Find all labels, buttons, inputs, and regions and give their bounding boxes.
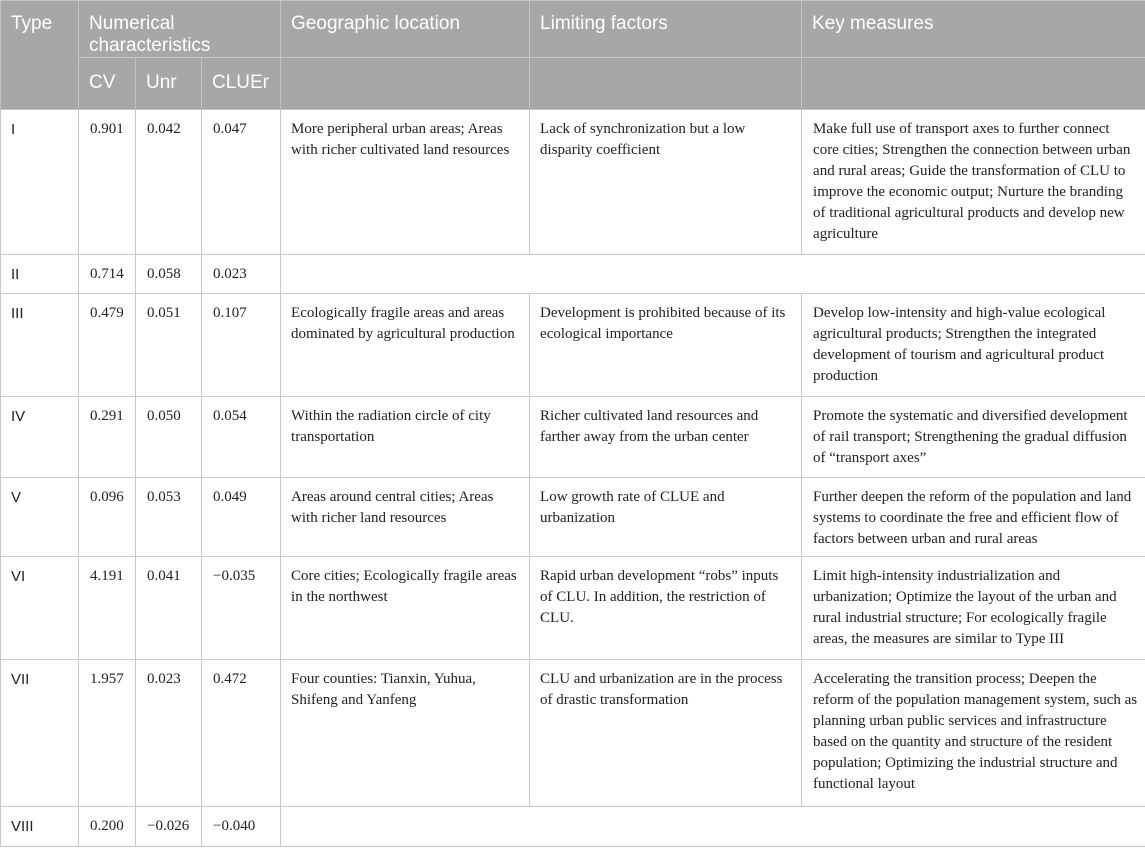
table-row xyxy=(1,478,1145,557)
cell-limiting: Low growth rate of CLUE and urbanization xyxy=(530,478,802,557)
cell-unr: 0.050 xyxy=(136,397,202,478)
header-geo: Geographic location xyxy=(281,1,530,58)
cell-cluer: 0.049 xyxy=(202,478,281,557)
cell-type: VI xyxy=(1,557,79,660)
cell-key: Limit high-intensity industrialization and urbanization; Optimize the layout of the urban and rural industrial structure; For ecologically fragile areas, the measures are similar to Type III xyxy=(802,557,1145,660)
cell-limiting: Richer cultivated land resources and farther away from the urban center xyxy=(530,397,802,478)
cell-geo: Ecologically fragile areas and areas dominated by agricultural production xyxy=(281,294,530,397)
header-numerical: Numerical characteristics xyxy=(79,1,281,58)
cell-cv: 0.714 xyxy=(79,255,136,294)
header-blank-geo xyxy=(281,58,530,110)
cell-unr: 0.051 xyxy=(136,294,202,397)
cell-key: Make full use of transport axes to further connect core cities; Strengthen the connection between urban and rural areas; Guide the transformation of CLU to improve the economic output; Nurture the branding of traditional agricultural products and develop new agriculture xyxy=(802,110,1145,255)
table-row xyxy=(1,397,1145,478)
cell-unr: −0.026 xyxy=(136,807,202,847)
cell-cv: 1.957 xyxy=(79,660,136,807)
cell-cv: 0.479 xyxy=(79,294,136,397)
cell-empty-span xyxy=(281,807,1145,847)
table-row xyxy=(1,660,1145,807)
header-blank-limiting xyxy=(530,58,802,110)
header-cv: CV xyxy=(79,58,136,110)
cell-type: VII xyxy=(1,660,79,807)
cell-cluer: 0.054 xyxy=(202,397,281,478)
table-row xyxy=(1,557,1145,660)
cell-geo: Within the radiation circle of city transportation xyxy=(281,397,530,478)
cell-cluer: −0.035 xyxy=(202,557,281,660)
cell-key: Further deepen the reform of the population and land systems to coordinate the free and efficient flow of factors between urban and rural areas xyxy=(802,478,1145,557)
cell-key: Promote the systematic and diversified development of rail transport; Strengthening the gradual diffusion of “transport axes” xyxy=(802,397,1145,478)
table-row xyxy=(1,110,1145,255)
cell-cv: 4.191 xyxy=(79,557,136,660)
header-cluer: CLUEr xyxy=(202,58,281,110)
table-header xyxy=(1,1,1145,110)
cell-type: II xyxy=(1,255,79,294)
cell-type: VIII xyxy=(1,807,79,847)
cell-limiting: CLU and urbanization are in the process of drastic transformation xyxy=(530,660,802,807)
header-limiting: Limiting factors xyxy=(530,1,802,58)
cell-type: I xyxy=(1,110,79,255)
cell-type: IV xyxy=(1,397,79,478)
table-row xyxy=(1,294,1145,397)
header-key: Key measures xyxy=(802,1,1145,58)
cell-cv: 0.901 xyxy=(79,110,136,255)
cell-key: Accelerating the transition process; Deepen the reform of the population management system, such as planning urban public services and infrastructure based on the quantity and structure of the resident population; Optimizing the industrial structure and functional layout xyxy=(802,660,1145,807)
table-body xyxy=(1,110,1145,847)
header-row-1 xyxy=(1,1,1145,58)
cell-unr: 0.023 xyxy=(136,660,202,807)
cell-unr: 0.053 xyxy=(136,478,202,557)
header-type: Type xyxy=(1,1,79,110)
cell-empty-span xyxy=(281,255,1145,294)
cell-cluer: 0.107 xyxy=(202,294,281,397)
table-row xyxy=(1,807,1145,847)
cell-cluer: 0.023 xyxy=(202,255,281,294)
header-row-2 xyxy=(1,58,1145,110)
cell-cluer: 0.472 xyxy=(202,660,281,807)
cell-geo: More peripheral urban areas; Areas with richer cultivated land resources xyxy=(281,110,530,255)
cell-cv: 0.200 xyxy=(79,807,136,847)
header-unr: Unr xyxy=(136,58,202,110)
cell-cv: 0.291 xyxy=(79,397,136,478)
cell-geo: Areas around central cities; Areas with richer land resources xyxy=(281,478,530,557)
cell-geo: Four counties: Tianxin, Yuhua, Shifeng and Yanfeng xyxy=(281,660,530,807)
cell-limiting: Lack of synchronization but a low disparity coefficient xyxy=(530,110,802,255)
cell-key: Develop low-intensity and high-value ecological agricultural products; Strengthen the integrated development of tourism and agricultural product production xyxy=(802,294,1145,397)
cell-cluer: 0.047 xyxy=(202,110,281,255)
cell-type: V xyxy=(1,478,79,557)
cell-limiting: Rapid urban development “robs” inputs of CLU. In addition, the restriction of CLU. xyxy=(530,557,802,660)
cell-unr: 0.058 xyxy=(136,255,202,294)
cell-geo: Core cities; Ecologically fragile areas in the northwest xyxy=(281,557,530,660)
header-blank-key xyxy=(802,58,1145,110)
cell-unr: 0.042 xyxy=(136,110,202,255)
cell-cluer: −0.040 xyxy=(202,807,281,847)
cell-type: III xyxy=(1,294,79,397)
cell-cv: 0.096 xyxy=(79,478,136,557)
cell-unr: 0.041 xyxy=(136,557,202,660)
table-row xyxy=(1,255,1145,294)
cell-limiting: Development is prohibited because of its ecological importance xyxy=(530,294,802,397)
